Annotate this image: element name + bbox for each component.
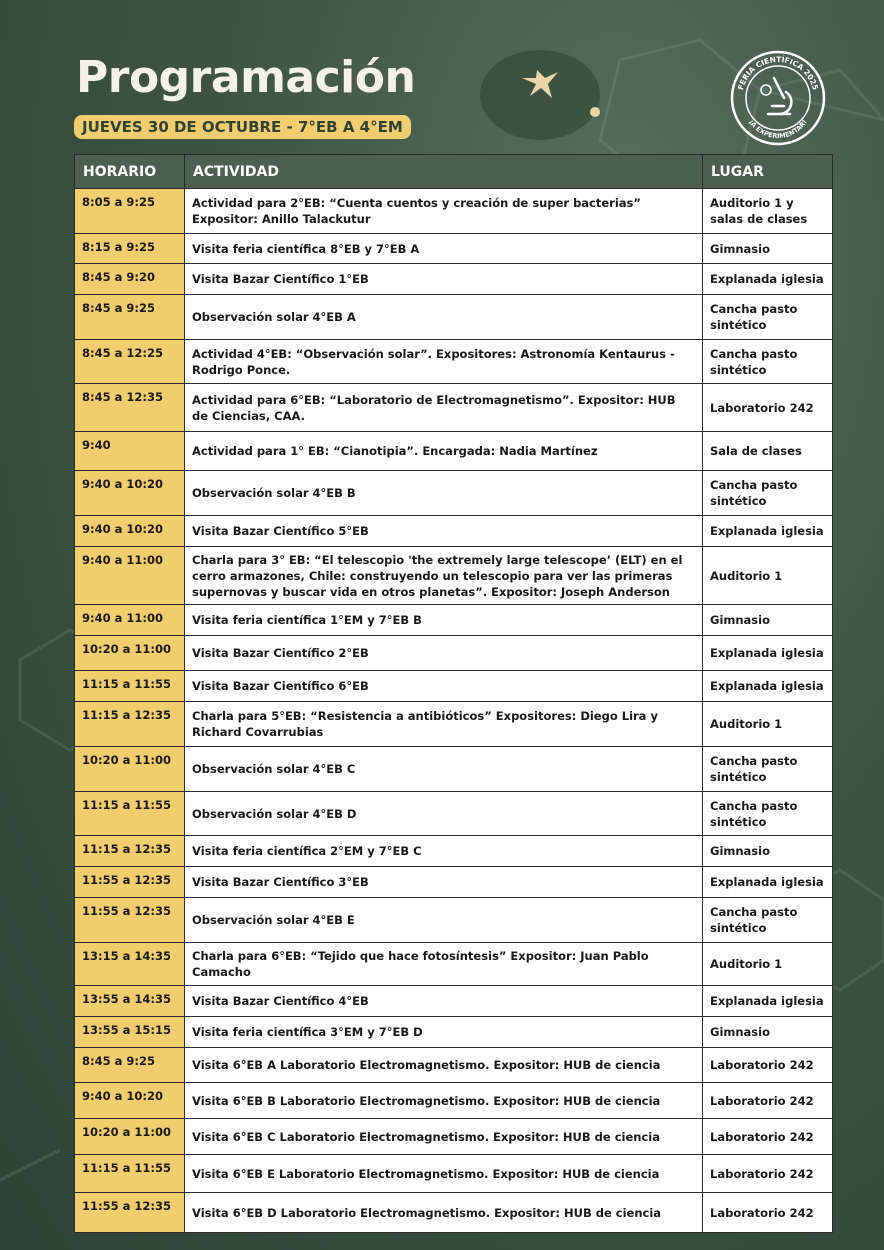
schedule-table [74,154,833,1233]
table-row [75,986,833,1017]
place-cell: Laboratorio 242 [703,1193,833,1233]
time-cell: 9:40 a 10:20 [75,471,185,516]
activity-cell: Observación solar 4°EB E [185,898,703,943]
activity-cell: Visita Bazar Científico 6°EB [185,671,703,702]
activity-cell: Visita 6°EB A Laboratorio Electromagnetismo. Expositor: HUB de ciencia [185,1048,703,1083]
time-cell: 9:40 a 10:20 [75,516,185,547]
time-cell: 13:55 a 15:15 [75,1017,185,1048]
place-cell: Auditorio 1 [703,943,833,986]
place-cell: Explanada iglesia [703,516,833,547]
date-banner: JUEVES 30 DE OCTUBRE - 7°EB A 4°EM [74,115,411,139]
place-cell: Cancha pasto sintético [703,792,833,836]
time-cell: 13:55 a 14:35 [75,986,185,1017]
activity-cell: Visita feria científica 1°EM y 7°EB B [185,605,703,636]
table-row [75,264,833,295]
place-cell: Explanada iglesia [703,264,833,295]
place-cell: Gimnasio [703,836,833,867]
time-cell: 13:15 a 14:35 [75,943,185,986]
place-cell: Gimnasio [703,605,833,636]
column-header-time: HORARIO [75,155,185,189]
activity-cell: Observación solar 4°EB A [185,295,703,340]
activity-cell: Visita Bazar Científico 2°EB [185,636,703,671]
activity-cell: Visita 6°EB E Laboratorio Electromagnetismo. Expositor: HUB de ciencia [185,1155,703,1193]
activity-cell: Visita feria científica 8°EB y 7°EB A [185,234,703,264]
activity-cell: Actividad para 1° EB: “Cianotipia”. Encargada: Nadia Martínez [185,432,703,471]
place-cell: Laboratorio 242 [703,1083,833,1119]
time-cell: 8:15 a 9:25 [75,234,185,264]
activity-cell: Visita 6°EB B Laboratorio Electromagnetismo. Expositor: HUB de ciencia [185,1083,703,1119]
time-cell: 9:40 [75,432,185,471]
place-cell: Gimnasio [703,234,833,264]
time-cell: 8:05 a 9:25 [75,189,185,234]
place-cell: Laboratorio 242 [703,1048,833,1083]
place-cell: Cancha pasto sintético [703,898,833,943]
table-row [75,671,833,702]
table-row [75,1017,833,1048]
time-cell: 11:15 a 12:35 [75,702,185,747]
time-cell: 11:55 a 12:35 [75,898,185,943]
activity-cell: Observación solar 4°EB B [185,471,703,516]
table-row [75,1048,833,1083]
activity-cell: Visita Bazar Científico 1°EB [185,264,703,295]
activity-cell: Actividad para 6°EB: “Laboratorio de Electromagnetismo”. Expositor: HUB de Ciencias, CAA. [185,384,703,432]
table-row [75,516,833,547]
place-cell: Cancha pasto sintético [703,295,833,340]
activity-cell: Visita 6°EB C Laboratorio Electromagnetismo. Expositor: HUB de ciencia [185,1119,703,1155]
activity-cell: Visita feria científica 2°EM y 7°EB C [185,836,703,867]
table-row [75,867,833,898]
table-row [75,1119,833,1155]
place-cell: Laboratorio 242 [703,1155,833,1193]
table-row [75,702,833,747]
place-cell: Laboratorio 242 [703,1119,833,1155]
time-cell: 11:55 a 12:35 [75,867,185,898]
table-row [75,1083,833,1119]
table-row [75,943,833,986]
table-row [75,1155,833,1193]
time-cell: 10:20 a 11:00 [75,1119,185,1155]
time-cell: 8:45 a 9:25 [75,295,185,340]
place-cell: Explanada iglesia [703,671,833,702]
activity-cell: Visita Bazar Científico 4°EB [185,986,703,1017]
time-cell: 9:40 a 11:00 [75,547,185,605]
place-cell: Auditorio 1 [703,702,833,747]
time-cell: 8:45 a 9:25 [75,1048,185,1083]
place-cell: Cancha pasto sintético [703,471,833,516]
time-cell: 8:45 a 12:25 [75,340,185,384]
time-cell: 11:15 a 11:55 [75,671,185,702]
time-cell: 8:45 a 12:35 [75,384,185,432]
activity-cell: Visita 6°EB D Laboratorio Electromagnetismo. Expositor: HUB de ciencia [185,1193,703,1233]
activity-cell: Visita feria científica 3°EM y 7°EB D [185,1017,703,1048]
table-row [75,898,833,943]
place-cell: Auditorio 1 [703,547,833,605]
activity-cell: Observación solar 4°EB D [185,792,703,836]
table-row [75,836,833,867]
table-row [75,792,833,836]
place-cell: Explanada iglesia [703,867,833,898]
table-row [75,432,833,471]
activity-cell: Actividad 4°EB: “Observación solar”. Expositores: Astronomía Kentaurus - Rodrigo Ponce. [185,340,703,384]
table-row [75,547,833,605]
time-cell: 11:15 a 11:55 [75,792,185,836]
page-title: Programación [76,52,416,103]
time-cell: 11:15 a 12:35 [75,836,185,867]
logo-text-top: FERIA CIENTÍFICA 2025 [735,54,821,91]
activity-cell: Observación solar 4°EB C [185,747,703,792]
table-row [75,471,833,516]
time-cell: 10:20 a 11:00 [75,636,185,671]
microscope-icon [728,48,828,148]
activity-cell: Charla para 5°EB: “Resistencia a antibióticos” Expositores: Diego Lira y Richard Covarrubias [185,702,703,747]
place-cell: Sala de clases [703,432,833,471]
table-row [75,747,833,792]
time-cell: 10:20 a 11:00 [75,747,185,792]
activity-cell [185,547,703,605]
table-header-row [75,155,833,189]
place-cell: Cancha pasto sintético [703,747,833,792]
place-cell: Cancha pasto sintético [703,340,833,384]
fair-logo [728,48,828,148]
table-row [75,234,833,264]
time-cell: 9:40 a 11:00 [75,605,185,636]
table-row [75,295,833,340]
table-row [75,636,833,671]
table-row [75,189,833,234]
table-row [75,1193,833,1233]
place-cell: Laboratorio 242 [703,384,833,432]
place-cell: Auditorio 1 y salas de clases [703,189,833,234]
time-cell: 9:40 a 10:20 [75,1083,185,1119]
column-header-place: LUGAR [703,155,833,189]
activity-cell: Visita Bazar Científico 5°EB [185,516,703,547]
time-cell: 11:55 a 12:35 [75,1193,185,1233]
place-cell: Explanada iglesia [703,986,833,1017]
table-row [75,384,833,432]
table-row [75,340,833,384]
activity-cell: Charla para 6°EB: “Tejido que hace fotosíntesis” Expositor: Juan Pablo Camacho [185,943,703,986]
activity-text: Charla para 3° EB: “El telescopio 'the extremely large telescope’ (ELT) en el cerro armazones, Chile: construyendo un telescopio para ver las primeras supernovas y buscar vida en otros planetas”. Expositor: Joseph Anderson [192,553,683,599]
place-cell: Gimnasio [703,1017,833,1048]
activity-cell: Visita Bazar Científico 3°EB [185,867,703,898]
time-cell: 11:15 a 11:55 [75,1155,185,1193]
place-cell: Explanada iglesia [703,636,833,671]
logo-text-bottom: ¡A EXPERIMENTAR! [747,118,809,141]
activity-cell: Actividad para 2°EB: “Cuenta cuentos y creación de super bacterias” Expositor: Anillo Talackutur [185,189,703,234]
table-row [75,605,833,636]
column-header-activity: ACTIVIDAD [185,155,703,189]
time-cell: 8:45 a 9:20 [75,264,185,295]
